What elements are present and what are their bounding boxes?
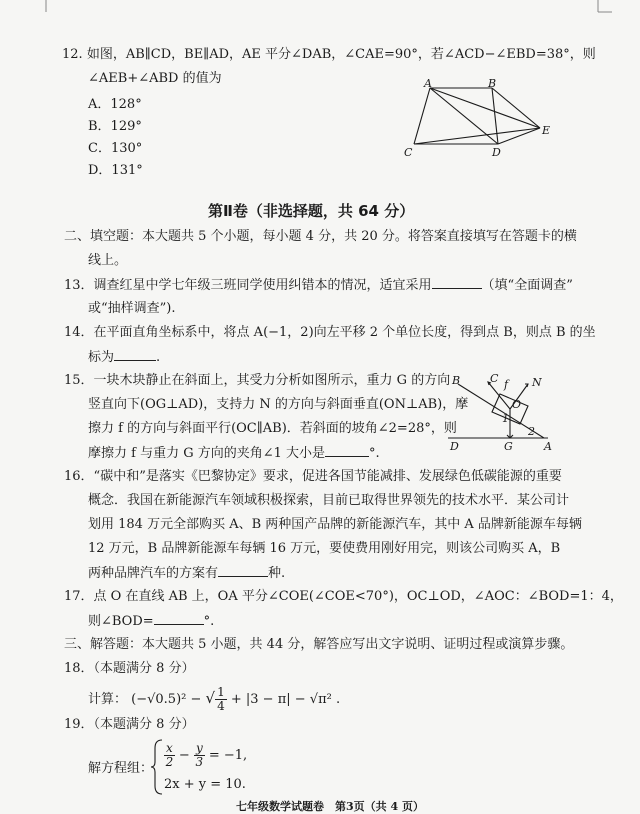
q18-expr-b: + |3 − π| − √π² . [230,692,341,707]
q15-label-c: C [490,372,499,385]
part2-title: 第Ⅱ卷（非选择题，共 64 分） [208,202,415,220]
q12-label-c: C [404,146,413,159]
q16-text-a: 两种品牌汽车的方案有 [88,566,219,581]
q12-option-d: D．131° [88,163,143,178]
q19-eq1 [164,738,247,772]
q17-text-b: °. [203,614,215,629]
q16-answer-blank [218,564,268,577]
q13-line2: 或“抽样调查”). [88,301,176,316]
sec2-line2: 线上。 [88,253,128,268]
q15-line2: 竖直向下(OG⊥AD)，支持力 N 的方向与斜面垂直(ON⊥AB)，摩 [88,397,469,412]
q19-eq1-rhs: = −1, [204,747,248,763]
q12-text: 如图，AB∥CD，BE∥AD，AE 平分∠DAB，∠CAE=90°，若∠ACD−∠EBD=38°，则 [86,47,596,62]
q19-x-den: 2 [165,754,174,769]
q14-text-b: . [156,350,161,365]
q15-line1: 15．一块木块静止在斜面上，其受力分析如图所示，重力 G 的方向 [64,373,451,388]
sec3-line1: 三、解答题：本大题共 5 小题，共 44 分，解答应写出文字说明、证明过程或演算步骤。 [64,637,574,652]
q15-figure [448,372,558,452]
q19-y: y [195,740,203,755]
q16-line2: 概念．我国在新能源汽车领域积极探索，目前已取得世界领先的技术水平．某公司计 [88,493,570,508]
q17-line1: 17．点 O 在直线 AB 上，OA 平分∠COE(∠COE<70°)，OC⊥OD，∠AOC：∠BOD=1：4， [64,589,623,604]
q13-line1 [64,276,573,295]
q18-calc-label: 计算： [88,692,128,707]
q16-line5 [88,564,285,583]
q12-option-a: A．128° [88,97,142,112]
q19-eq2: 2x + y = 10. [164,777,246,792]
q12-option-c: C．130° [88,141,143,156]
q19-label: 解方程组： [88,761,154,776]
q19-x: x [166,740,173,755]
q14-line1: 14．在平面直角坐标系中，将点 A(−1，2)向左平移 2 个单位长度，得到点 B，则点 B 的坐 [64,325,596,340]
q19-brace [150,738,164,796]
q15-line4 [88,444,380,463]
q12-label-b: B [488,78,497,90]
q19-y-den: 3 [195,754,204,769]
q12-number: 12. [62,47,83,62]
q14-answer-blank [114,348,156,361]
q14-text-a: 标为 [88,350,115,365]
q15-label-a: A [544,440,552,452]
q18-fraction [215,686,227,713]
crop-marks [0,0,640,20]
q19-head: 19．（本题满分 8 分） [64,717,195,732]
q15-label-o: O [512,398,522,411]
q15-text-b: °. [369,446,380,461]
q12-line2: ∠AEB+∠ABD 的值为 [88,71,222,86]
q15-line3: 擦力 f 的方向与斜面平行(OC∥AB)．若斜面的坡角∠2=28°，则 [88,421,457,436]
q12-line1 [62,46,596,64]
q15-label-d: D [450,440,459,452]
q15-answer-blank [325,444,369,457]
q18-head: 18．（本题满分 8 分） [64,661,195,676]
q15-label-b: B [452,374,461,387]
q12-figure [398,78,558,160]
q15-label-f: f [504,378,509,391]
q16-text-b: 种. [268,566,286,581]
q12-option-b: B．129° [88,119,142,134]
q15-label-1: 1 [502,412,509,425]
q12-label-e: E [542,124,551,137]
q18-expr-a: (−√0.5)² − [131,692,206,707]
q18-frac-num: 1 [217,685,225,699]
q18-expression [88,680,340,718]
q15-label-g: G [504,440,513,452]
q13-text-a: 13．调查红星中学七年级三班同学使用纠错本的情况，适宜采用 [64,278,432,293]
q18-sqrt-sign: √ [205,689,216,707]
q18-frac-den: 4 [217,699,225,713]
q19-frac-y [194,742,205,769]
q12-label-d: D [492,146,501,159]
q16-line4: 12 万元，B 品牌新能源车每辆 16 万元，要使费用刚好用完，则该公司购买 A，B [88,541,561,556]
sec2-line1: 二、填空题：本大题共 5 个小题，每小题 4 分，共 20 分。将答案直接填写在答题卡的横 [64,229,577,244]
q19-minus: − [174,747,194,763]
q17-line2 [88,612,214,631]
q13-answer-blank [432,276,482,289]
q16-line1: 16．“碳中和”是落实《巴黎协定》要求，促进各国节能减排、发展绿色低碳能源的重要 [64,469,562,484]
page-footer: 七年级数学试题卷 第3页（共 4 页） [236,800,424,813]
q16-line3: 划用 184 万元全部购买 A、B 两种国产品牌的新能源汽车，其中 A 品牌新能源车每辆 [88,517,582,532]
q15-label-n: N [532,376,542,389]
q15-label-2: 2 [528,425,535,438]
q12-label-a: A [424,78,432,90]
q17-answer-blank [154,612,204,625]
q13-text-b: （填“全面调查” [481,278,573,293]
q17-text-a: 则∠BOD= [88,614,154,629]
q15-text-a: 摩擦力 f 与重力 G 方向的夹角∠1 大小是 [88,446,326,461]
q19-frac-x [164,742,175,769]
q14-line2 [88,348,160,367]
